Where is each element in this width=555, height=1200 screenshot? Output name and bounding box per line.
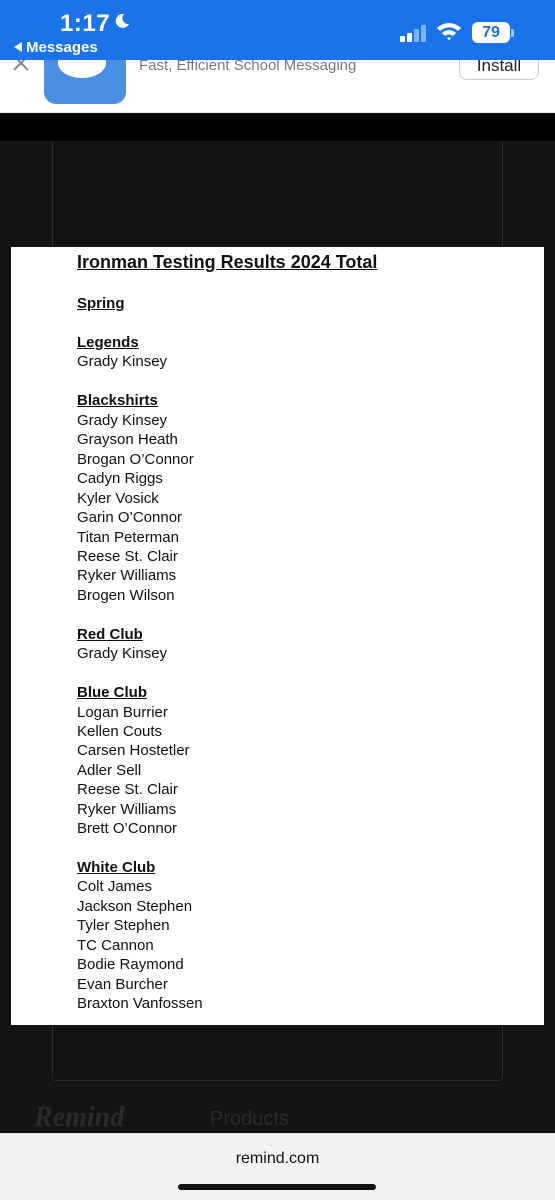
list-item: Brogen Wilson xyxy=(77,587,175,604)
list-item: Reese St. Clair xyxy=(77,781,178,798)
products-link[interactable]: Products xyxy=(210,1108,289,1130)
list-item: Braxton Vanfossen xyxy=(77,995,203,1012)
list-item: Cadyn Riggs xyxy=(77,470,163,487)
home-indicator[interactable] xyxy=(178,1184,376,1190)
list-item: Logan Burrier xyxy=(77,704,168,721)
signal-icon xyxy=(400,24,428,42)
battery-icon xyxy=(472,22,510,43)
list-item: Grady Kinsey xyxy=(77,645,168,662)
remind-app-icon xyxy=(44,60,126,104)
dark-band xyxy=(0,114,555,141)
list-item: TC Cannon xyxy=(77,937,154,954)
list-item: Evan Burcher xyxy=(77,976,168,993)
list-item: Ryker Williams xyxy=(77,567,177,584)
document-title: Ironman Testing Results 2024 Total xyxy=(77,252,378,272)
list-item: Grady Kinsey xyxy=(77,353,168,370)
moon-icon xyxy=(114,13,130,29)
document-page[interactable] xyxy=(11,247,544,1025)
url-text[interactable]: remind.com xyxy=(235,1150,320,1167)
section-heading-red-club: Red Club xyxy=(77,626,143,643)
list-item: Garin O’Connor xyxy=(77,509,183,526)
section-heading-blue-club: Blue Club xyxy=(77,684,147,701)
battery-level: 79 xyxy=(482,24,500,41)
status-time xyxy=(60,10,130,38)
banner-tagline: Fast, Efficient School Messaging xyxy=(139,60,357,74)
section-heading-blackshirts: Blackshirts xyxy=(77,392,158,409)
list-item: Colt James xyxy=(77,878,153,895)
back-arrow-icon xyxy=(14,42,22,52)
list-item: Bodie Raymond xyxy=(77,956,184,973)
list-item: Ryker Williams xyxy=(77,801,177,818)
remind-logo[interactable]: Remind xyxy=(34,1102,125,1133)
list-item: Carsen Hostetler xyxy=(77,742,190,759)
clock-text: 1:17 xyxy=(60,10,111,37)
list-item: Grayson Heath xyxy=(77,431,178,448)
back-label: Messages xyxy=(26,39,98,56)
section-heading-legends: Legends xyxy=(77,334,139,351)
battery-nub xyxy=(511,29,514,37)
list-item: Reese St. Clair xyxy=(77,548,178,565)
list-item: Kyler Vosick xyxy=(77,490,159,507)
list-item: Kellen Couts xyxy=(77,723,163,740)
app-install-banner xyxy=(0,60,555,113)
list-item: Brett O’Connor xyxy=(77,820,178,837)
season-heading: Spring xyxy=(77,295,125,312)
list-item: Brogan O’Connor xyxy=(77,451,194,468)
wifi-icon xyxy=(436,21,462,41)
list-item: Adler Sell xyxy=(77,762,142,779)
list-item: Grady Kinsey xyxy=(77,412,168,429)
browser-url-bar[interactable] xyxy=(0,1133,555,1200)
install-button[interactable]: Install xyxy=(459,60,539,80)
list-item: Jackson Stephen xyxy=(77,898,193,915)
status-bar xyxy=(0,0,555,60)
list-item: Tyler Stephen xyxy=(77,917,170,934)
back-to-messages-link[interactable] xyxy=(14,39,98,56)
section-heading-white-club: White Club xyxy=(77,859,156,876)
close-icon[interactable] xyxy=(12,60,30,72)
list-item: Titan Peterman xyxy=(77,529,179,546)
